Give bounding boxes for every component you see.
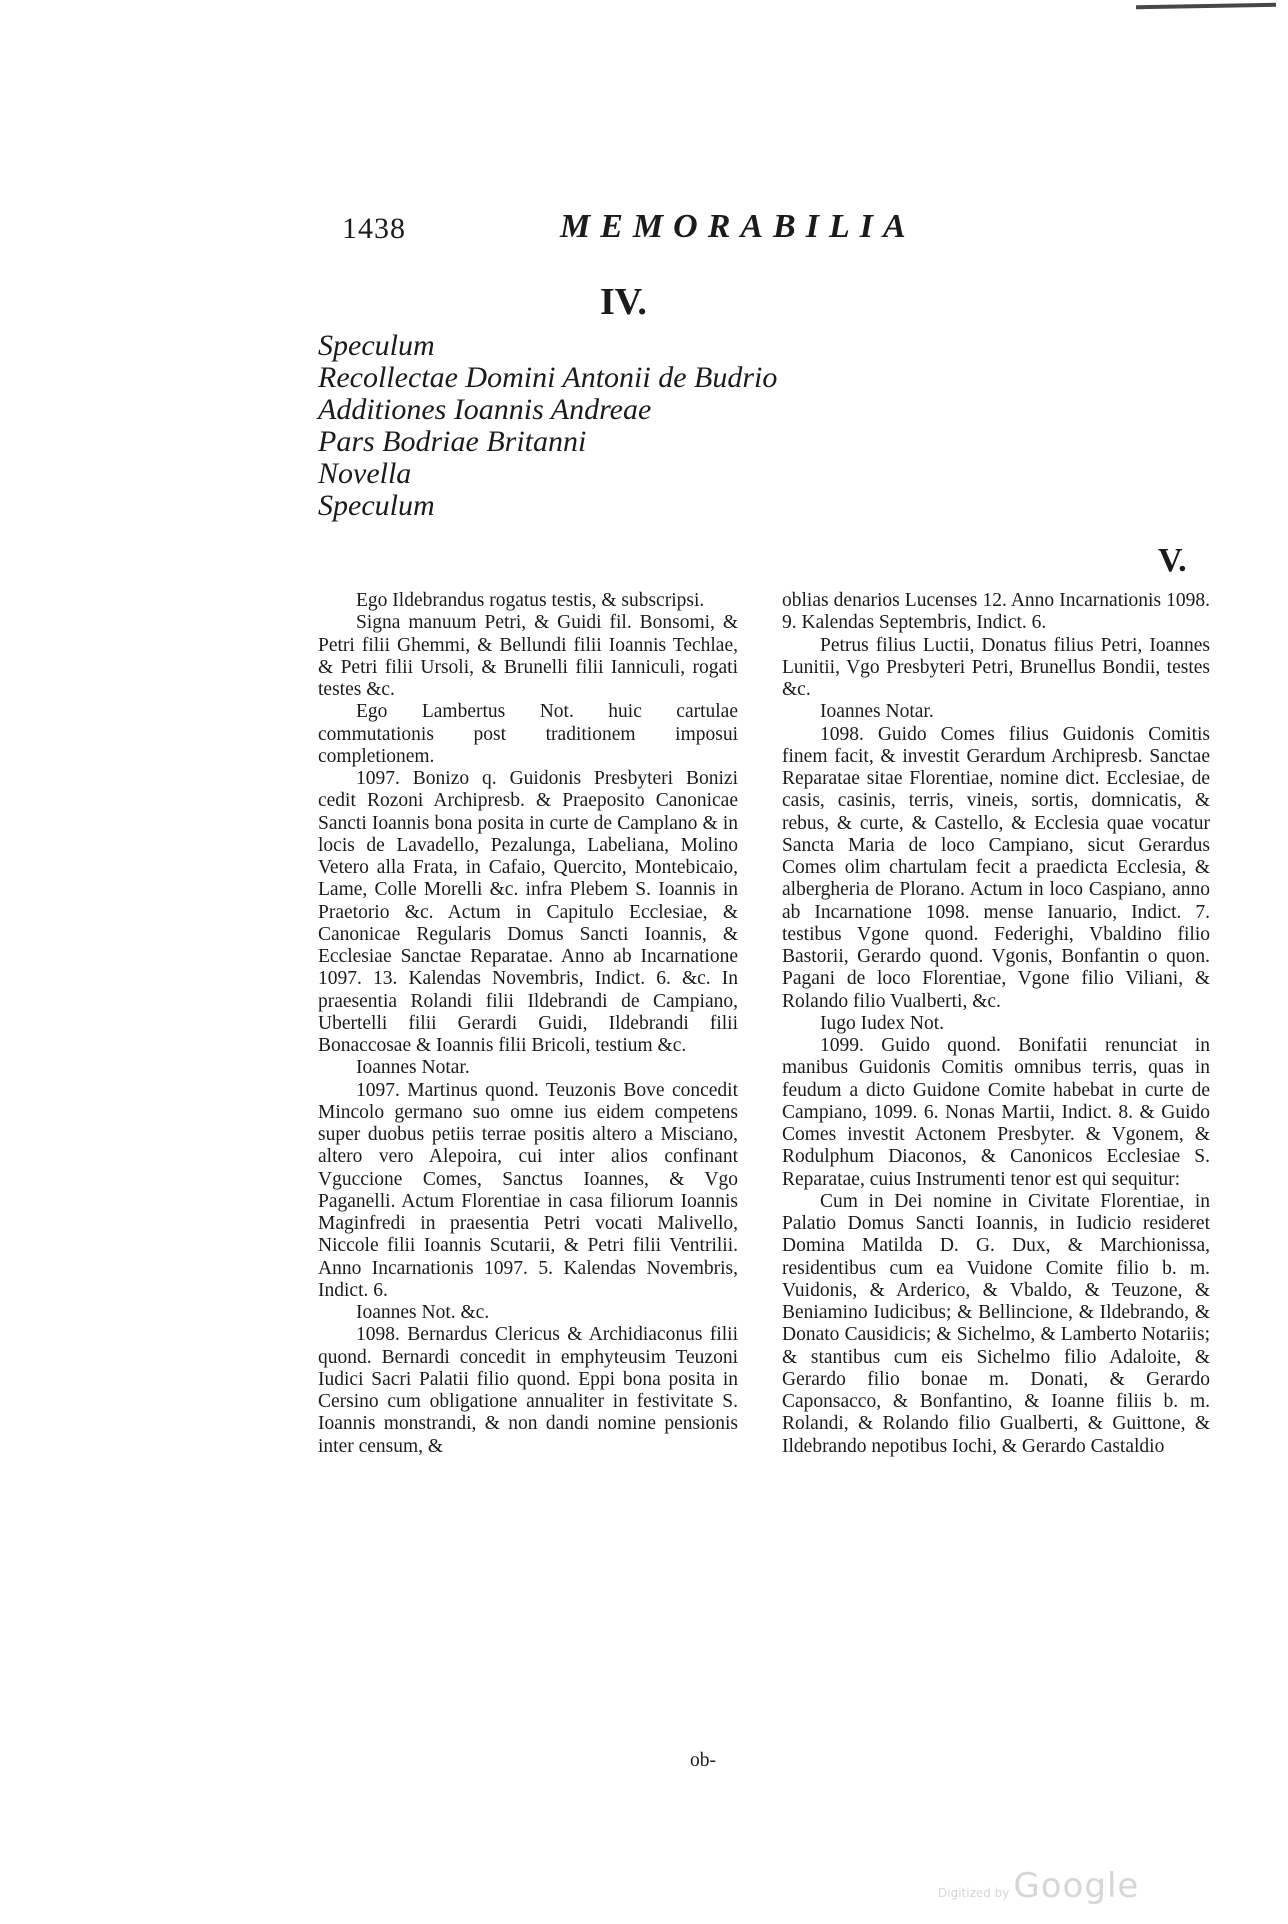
- paragraph: Ioannes Notar.: [356, 1057, 470, 1079]
- title-item: Additiones Ioannis Andreae: [318, 393, 652, 426]
- paragraph: Iugo Iudex Not.: [820, 1012, 945, 1034]
- paragraph: Cum in Dei nomine in Civitate Florentiae, in Palatio Domus Sancti Ioannis, in Iudicio resideret Domina Matilda D. G. Dux, & Marchionissa, residentibus cum ea Vuidone Comite filio b. m. Vuidonis, & Arderico, & Vbaldo, & Teuzone, & Beniamino Iudicibus; & Bellincione, & Ildebrando, & Donato Causidicis; & Sichelmo, & Lamberto Notariis; & stantibus cum eis Sichelmo filio Adaloite, & Gerardo filio bonae m. Donati, & Gerardo Caponsacco, & Bonfantino, & Ioanne filiis b. m. Rolandi, & Rolando filio Gualberti, & Guittone, & Ildebrando nepotibus Iochi, & Gerardo Castaldio: [782, 1190, 1210, 1457]
- paragraph: Petrus filius Luctii, Donatus filius Petri, Ioannes Lunitii, Vgo Presbyteri Petri, Brunellus Bondii, testes &c.: [782, 634, 1210, 700]
- title-list: [318, 330, 777, 522]
- paragraph: 1097. Martinus quond. Teuzonis Bove concedit Mincolo germano suo omne ius eidem competens super duobus petiis terrae positis altero a Misciano, altero vero Alepoira, cui inter alios confinant Vguccione Comes, Sanctus Ioannes, & Vgo Paganelli. Actum Florentiae in casa filiorum Ioannis Maginfredi in praesentia Petri vocati Malivello, Niccole filii Ioannis Scutarii, & Petri filii Ventrilii. Anno Incarnationis 1097. 5. Kalendas Novembris, Indict. 6.: [318, 1079, 738, 1301]
- digitized-watermark: [938, 1866, 1139, 1906]
- paragraph: 1098. Guido Comes filius Guidonis Comitis finem facit, & investit Gerardum Archipresb. Sanctae Reparatae sitae Florentiae, nomine dict. Ecclesiae, de casis, casinis, terris, vineis, sortis, domnicatis, & rebus, & curte, & Castello, & Ecclesia quae vocatur Sancta Maria de loco Campiano, sicut Gerardus Comes olim chartulam fecit a praedicta Ecclesia, & albergheria de Plorano. Actum in loco Caspiano, anno ab Incarnatione 1098. mense Ianuario, Indict. 7. testibus Vgone quond. Federighi, Vbaldino filio Bastorii, Gerardo quond. Vgonis, Bonfantin o quon. Pagani de loco Florentiae, Vgone filio Viliani, & Rolando filio Vualberti, &c.: [782, 723, 1210, 1012]
- paragraph: 1097. Bonizo q. Guidonis Presbyteri Bonizi cedit Rozoni Archipresb. & Praeposito Canonicae Sancti Ioannis bona posita in curte de Camplano & in locis de Lavadello, Pezalunga, Labeliana, Molino Vetero alla Frata, in Cafaio, Quercito, Montebicaio, Lame, Colle Morelli &c. infra Plebem S. Ioannis in Praetorio &c. Actum in Capitulo Ecclesiae, & Canonicae Regularis Domus Sancti Ioannis, & Ecclesiae Sanctae Reparatae. Anno ab Incarnatione 1097. 13. Kalendas Novembris, Indict. 6. &c. In praesentia Rolandi filii Ildebrandi de Campiano, Ubertelli filii Gerardi Guidi, Ildebrandi filii Bonaccosae & Ioannis filii Bricoli, testium &c.: [318, 768, 738, 1056]
- paragraph: Ioannes Notar.: [820, 701, 934, 723]
- section-heading-v: V.: [1158, 542, 1187, 579]
- page-number: 1438: [342, 212, 406, 245]
- left-text-column: [318, 590, 738, 1458]
- title-item: Novella: [318, 457, 412, 490]
- watermark-small-text: Digitized by: [938, 1886, 1010, 1900]
- scan-edge-mark: [1136, 3, 1276, 9]
- title-item: Recollectae Domini Antonii de Budrio: [318, 361, 778, 394]
- catchword: ob-: [690, 1750, 716, 1771]
- paragraph: Signa manuum Petri, & Guidi fil. Bonsomi, & Petri filii Ghemmi, & Bellundi filii Ioannis Techlae, & Petri filii Ursoli, & Brunelli filii Ianniculi, rogati testes &c.: [318, 612, 738, 700]
- right-text-column: [782, 590, 1210, 1458]
- running-title: MEMORABILIA: [560, 208, 916, 245]
- title-item: Speculum: [318, 329, 435, 362]
- paragraph: Ego Lambertus Not. huic cartulae commutationis post traditionem imposui completionem.: [318, 701, 738, 767]
- paragraph: 1098. Bernardus Clericus & Archidiaconus filii quond. Bernardi concedit in emphyteusim Teuzoni Iudici Sacri Palatii filio quond. Eppi bona posita in Cersino cum obligatione annualiter in festivitate S. Ioannis monstrandi, & non dandi nomine pensionis inter censum, &: [318, 1324, 738, 1457]
- title-item: Pars Bodriae Britanni: [318, 425, 587, 458]
- paragraph: 1099. Guido quond. Bonifatii renunciat in manibus Guidonis Comitis omnibus terris, quas in feudum a dicto Guidone Comite habebat in curte de Campiano, 1099. 6. Nonas Martii, Indict. 8. & Guido Comes investit Actonem Presbyter. & Vgonem, & Rodulphum Diaconos, & Canonicos Ecclesiae S. Reparatae, cuius Instrumenti tenor est qui sequitur:: [782, 1035, 1210, 1190]
- paragraph: Ioannes Not. &c.: [356, 1302, 490, 1323]
- paragraph: Ego Ildebrandus rogatus testis, & subscripsi.: [356, 590, 705, 611]
- section-heading-iv: IV.: [600, 281, 647, 323]
- watermark-brand: Google: [1013, 1866, 1140, 1906]
- title-item: Speculum: [318, 489, 435, 522]
- paragraph: oblias denarios Lucenses 12. Anno Incarnationis 1098. 9. Kalendas Septembris, Indict. 6.: [782, 590, 1210, 634]
